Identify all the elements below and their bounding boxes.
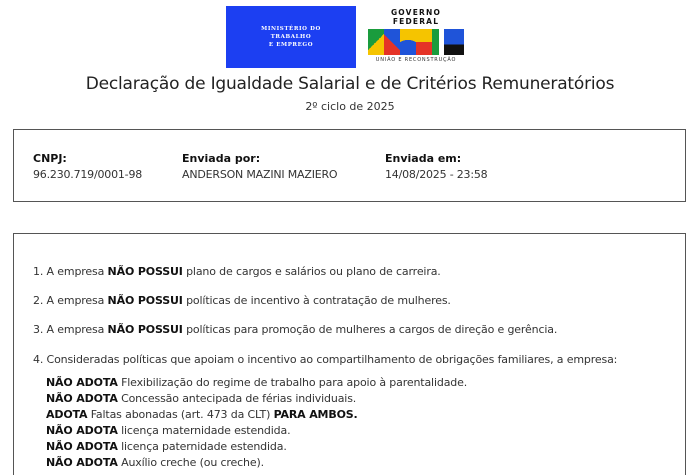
page-title: Declaração de Igualdade Salarial e de Critérios Remuneratórios <box>85 74 615 94</box>
policy-item <box>46 439 287 455</box>
policy-status: NÃO ADOTA <box>46 456 118 469</box>
declaration-text: 4. Consideradas políticas que apoiam o incentivo ao compartilhamento de obrigações familiares, a empresa: <box>33 353 618 366</box>
policy-text: Concessão antecipada de férias individuais. <box>117 392 357 405</box>
page-subtitle: 2º ciclo de 2025 <box>305 100 395 113</box>
ministry-logo-line: MINISTÉRIO DO <box>261 26 321 32</box>
policy-text: Faltas abonadas (art. 473 da CLT) <box>87 408 274 421</box>
sent-by-value: ANDERSON MAZINI MAZIERO <box>182 168 338 181</box>
policy-text: licença paternidade estendida. <box>117 440 287 453</box>
policy-status: NÃO ADOTA <box>46 440 118 453</box>
declaration-status: NÃO POSSUI <box>107 294 183 307</box>
policy-text: Flexibilização do regime de trabalho para apoio à parentalidade. <box>117 376 468 389</box>
brasil-wordmark-icon <box>368 29 468 55</box>
declaration-text: políticas para promoção de mulheres a cargos de direção e gerência. <box>182 323 558 336</box>
submission-info-box <box>13 129 686 202</box>
sent-at-value: 14/08/2025 - 23:58 <box>385 168 488 181</box>
policy-status: NÃO ADOTA <box>46 392 118 405</box>
declaration-text: plano de cargos e salários ou plano de carreira. <box>182 265 441 278</box>
policy-status: ADOTA <box>46 408 88 421</box>
declaration-status: NÃO POSSUI <box>107 323 183 336</box>
ministry-logo-line: TRABALHO <box>270 34 312 40</box>
cnpj-value: 96.230.719/0001-98 <box>33 168 143 181</box>
declaration-prefix: 2. A empresa <box>33 294 108 307</box>
declaration-status: NÃO POSSUI <box>107 265 183 278</box>
cnpj-label: CNPJ: <box>33 152 67 165</box>
policy-item <box>46 391 356 407</box>
policy-status: NÃO ADOTA <box>46 424 118 437</box>
policy-item <box>46 455 264 471</box>
declaration-item-4 <box>33 353 617 366</box>
sent-by-label: Enviada por: <box>182 152 261 165</box>
policy-suffix: PARA AMBOS. <box>273 408 358 421</box>
sent-at-field <box>385 151 487 183</box>
policy-item <box>46 375 467 391</box>
policy-status: NÃO ADOTA <box>46 376 118 389</box>
header-logos <box>226 6 476 68</box>
gov-federal-logo <box>366 8 476 68</box>
cnpj-field <box>33 151 142 183</box>
policy-text: licença maternidade estendida. <box>117 424 291 437</box>
declaration-item-3 <box>33 323 557 336</box>
ministry-logo-line: E EMPREGO <box>268 42 314 48</box>
declaration-item-2 <box>33 294 451 307</box>
declaration-prefix: 1. A empresa <box>33 265 108 278</box>
policy-item <box>46 423 290 439</box>
gov-logo-bottom-text: UNIÃO E RECONSTRUÇÃO <box>375 57 457 63</box>
ministry-logo <box>226 6 356 68</box>
policy-item <box>46 407 358 423</box>
declaration-text: políticas de incentivo à contratação de mulheres. <box>182 294 451 307</box>
declaration-box <box>13 233 686 475</box>
gov-logo-top-text: GOVERNO FEDERAL <box>390 8 442 26</box>
policy-text: Auxílio creche (ou creche). <box>117 456 264 469</box>
declaration-item-1 <box>33 265 441 278</box>
declaration-prefix: 3. A empresa <box>33 323 108 336</box>
sent-by-field <box>182 151 337 183</box>
sent-at-label: Enviada em: <box>385 152 462 165</box>
